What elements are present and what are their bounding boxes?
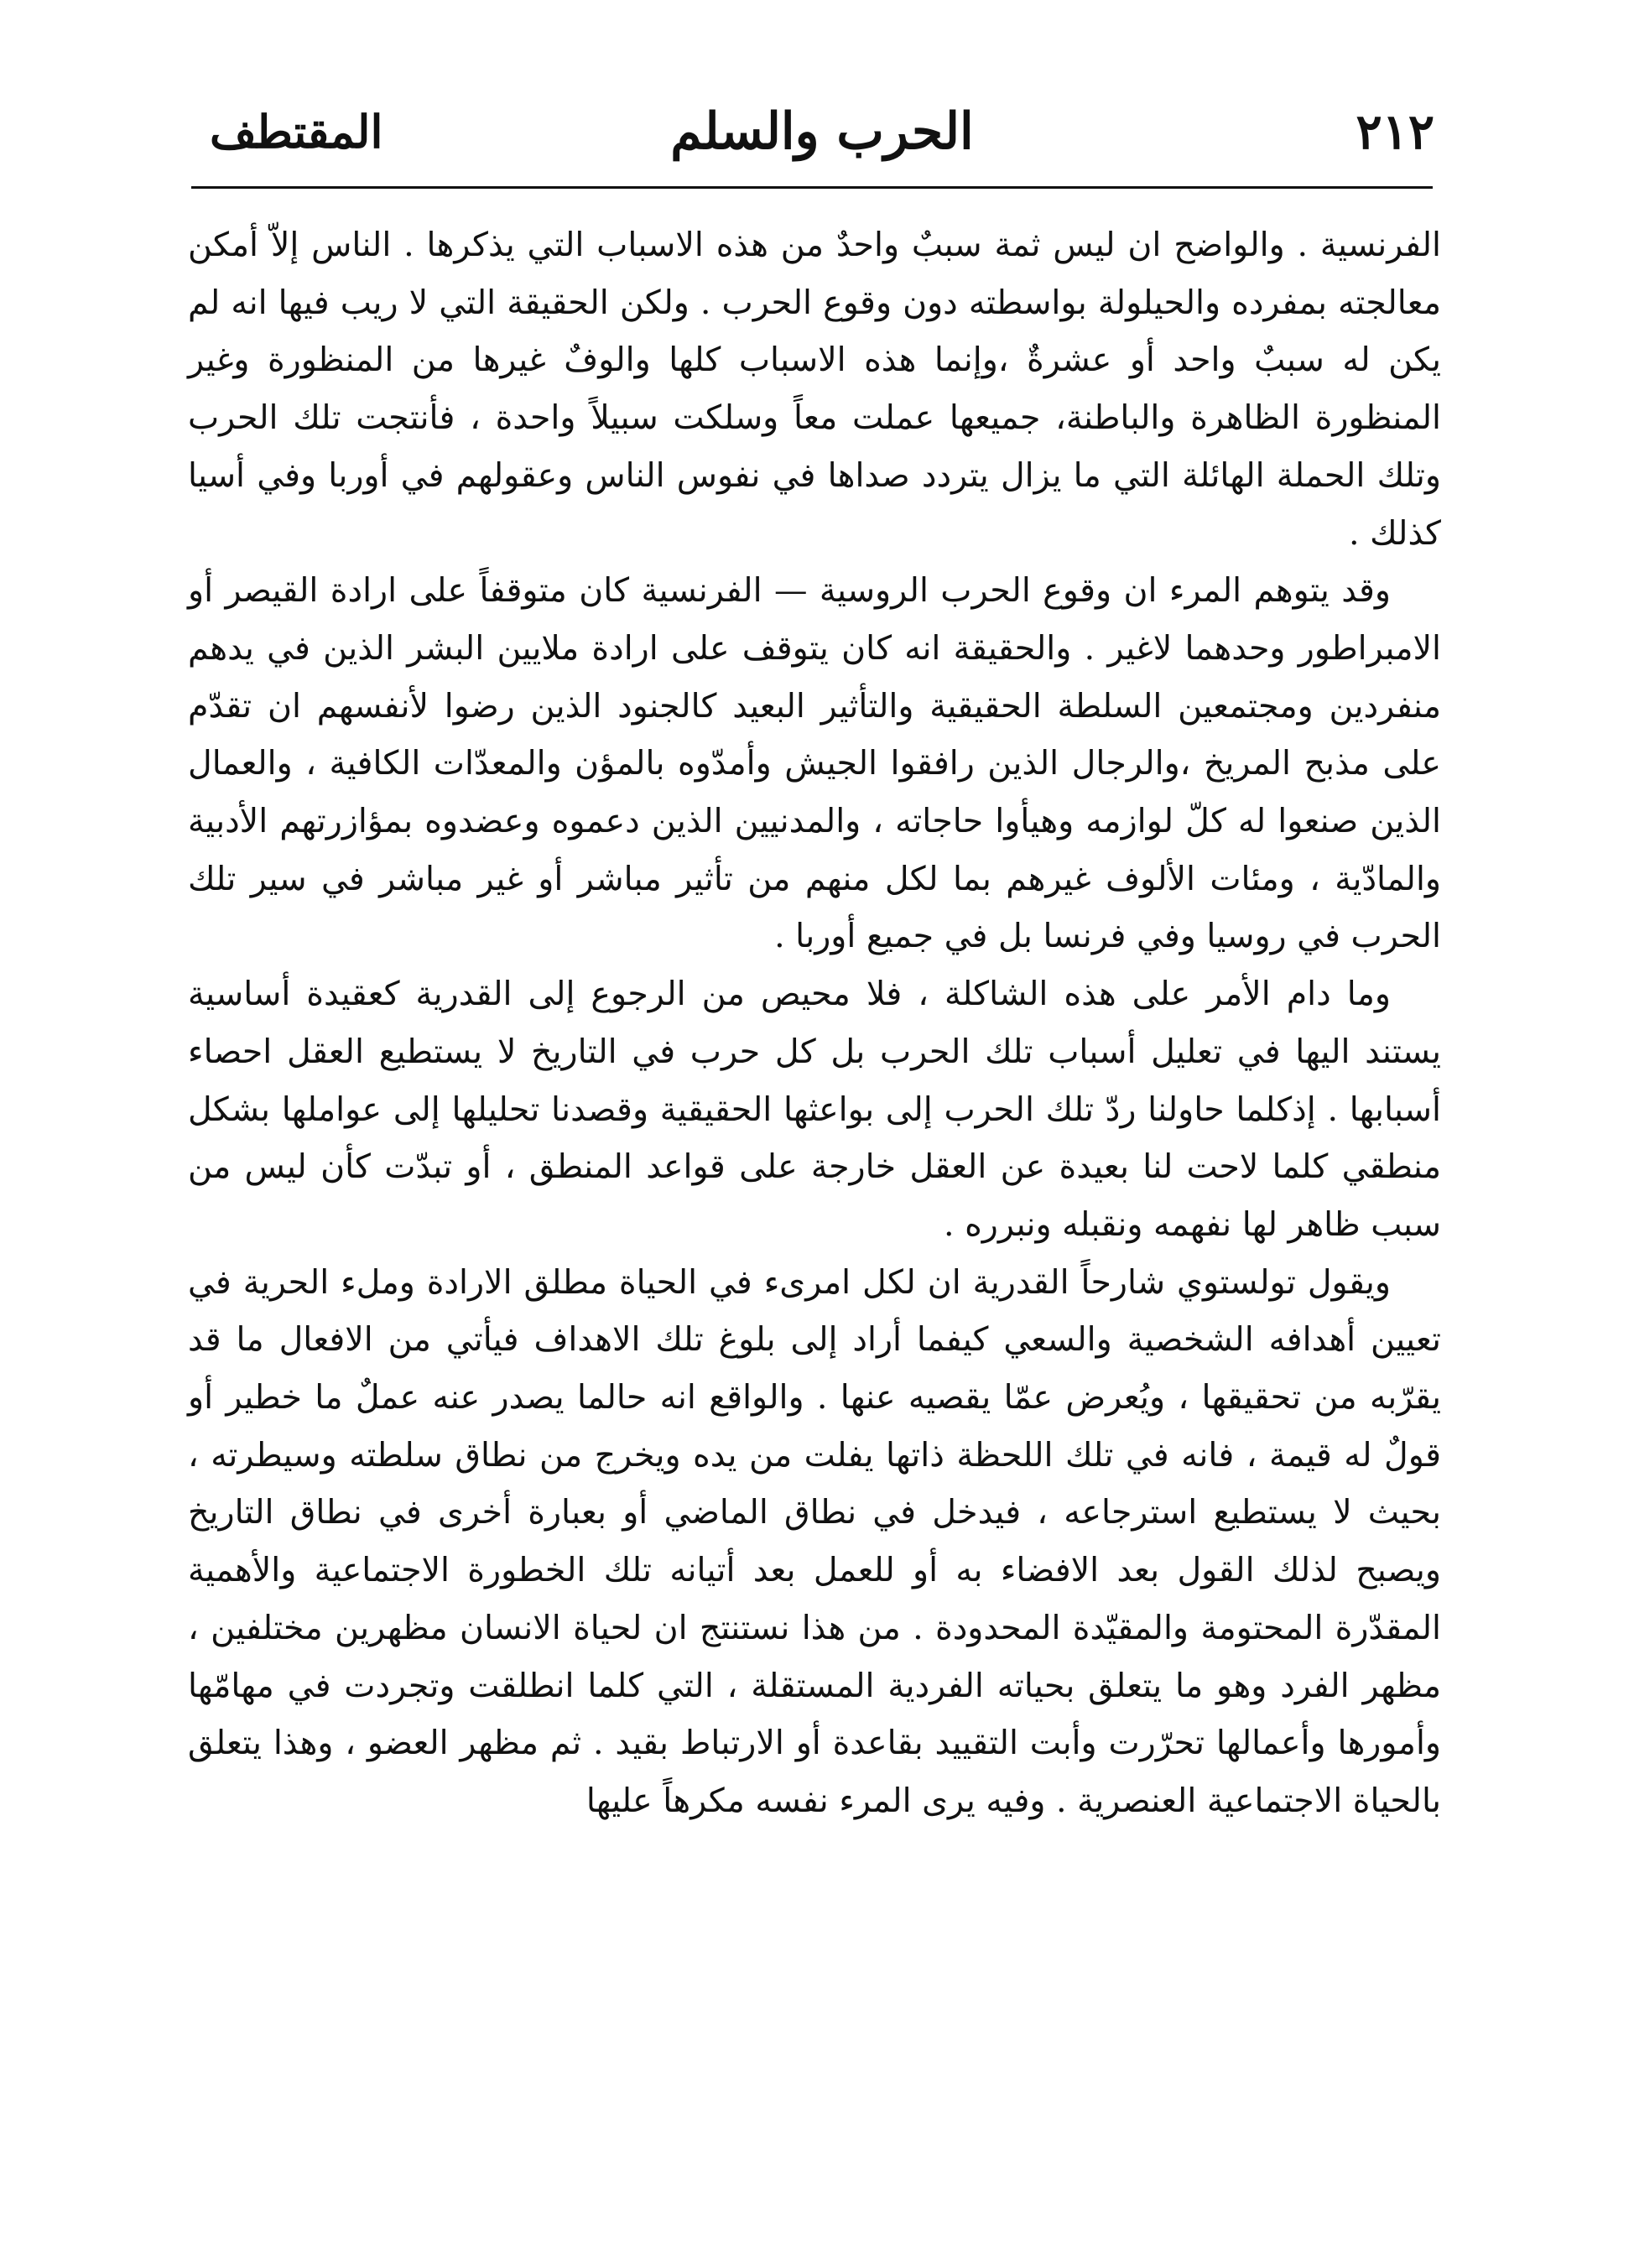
- paragraph-2: وقد يتوهم المرء ان وقوع الحرب الروسية — الفرنسية كان متوقفاً على ارادة القيصر أو الامبراطور وحدهما لاغير . والحقيقة انه كان يتوقف على ارادة ملايين البشر الذين في يدهم منفردين ومجتمعين السلطة الحقيقية والتأثير البعيد كالجنود الذين رضوا لأنفسهم ان تقدّم على مذبح المريخ ،والرجال الذين رافقوا الجيش وأمدّوه بالمؤن والمعدّات الكافية ، والعمال الذين صنعوا له كلّ لوازمه وهيأوا حاجاته ، والمدنيين الذين دعموه وعضدوه بمؤازرتهم الأدبية والمادّية ، ومئات الألوف غيرهم بما لكل منهم من تأثير مباشر أو غير مباشر في سير تلك الحرب في روسيا وفي فرنسا بل في جميع أوربا .: [188, 571, 1441, 956]
- paragraph-3: وما دام الأمر على هذه الشاكلة ، فلا محيص من الرجوع إلى القدرية كعقيدة أساسية يستند اليها في تعليل أسباب تلك الحرب بل كل حرب في التاريخ لا يستطيع العقل احصاء أسبابها . إذكلما حاولنا ردّ تلك الحرب إلى بواعثها الحقيقية وقصدنا تحليلها إلى عواملها بشكل منطقي كلما لاحت لنا بعيدة عن العقل خارجة على قواعد المنطق ، أو تبدّت كأن ليس من سبب ظاهر لها نفهمه ونقبله ونبرره .: [188, 975, 1441, 1244]
- journal-name: المقتطف: [210, 105, 383, 159]
- article-body: [188, 216, 1441, 1830]
- page-header: [210, 94, 1434, 169]
- page-number: ٢١٢: [1356, 103, 1434, 160]
- paragraph-1: الفرنسية . والواضح ان ليس ثمة سببٌ واحدٌ من هذه الاسباب التي يذكرها . الناس إلاّ أمكن معالجته بمفرده والحيلولة بواسطته دون وقوع الحرب . ولكن الحقيقة التي لا ريب فيها انه لم يكن له سببٌ واحد أو عشرةٌ ،وإنما هذه الاسباب كلها والوفٌ غيرها من المنظورة وغير المنظورة الظاهرة والباطنة، جميعها عملت معاً وسلكت سبيلاً واحدة ، فأنتجت تلك الحرب وتلك الحملة الهائلة التي ما يزال يتردد صداها في نفوس الناس وعقولهم في أوربا وفي أسيا كذلك .: [188, 226, 1441, 553]
- paragraph-4: ويقول تولستوي شارحاً القدرية ان لكل امرىء في الحياة مطلق الارادة وملء الحرية في تعيين أهدافه الشخصية والسعي كيفما أراد إلى بلوغ تلك الاهداف فيأتي من الافعال ما قد يقرّبه من تحقيقها ، ويُعرض عمّا يقصيه عنها . والواقع انه حالما يصدر عنه عملٌ ما خطير أو قولٌ له قيمة ، فانه في تلك اللحظة ذاتها يفلت من يده ويخرج من نطاق سلطته وسيطرته ، بحيث لا يستطيع استرجاعه ، فيدخل في نطاق الماضي أو بعبارة أخرى في نطاق التاريخ ويصبح لذلك القول بعد الافضاء به أو للعمل بعد أتيانه تلك الخطورة الاجتماعية والأهمية المقدّرة المحتومة والمقيّدة المحدودة . من هذا نستنتج ان لحياة الانسان مظهرين مختلفين ، مظهر الفرد وهو ما يتعلق بحياته الفردية المستقلة ، التي كلما انطلقت وتجردت في مهامّها وأمورها وأعمالها تحرّرت وأبت التقييد بقاعدة أو الارتباط بقيد . ثم مظهر العضو ، وهذا يتعلق بالحياة الاجتماعية العنصرية . وفيه يرى المرء نفسه مكرهاً عليها: [188, 1262, 1441, 1820]
- header-divider: [191, 186, 1433, 189]
- running-title: الحرب والسلم: [670, 102, 974, 161]
